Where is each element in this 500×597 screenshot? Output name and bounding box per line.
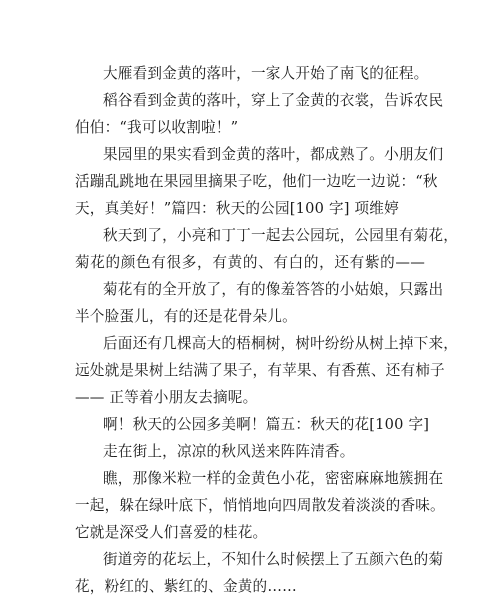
text-line: 街道旁的花坛上，不知什么时候摆上了五颜六色的菊 bbox=[103, 551, 444, 568]
text-line: 后面还有几棵高大的梧桐树，树叶纷纷从树上掉下来， bbox=[103, 335, 459, 352]
text-line: 果园里的果实看到金黄的落叶，都成熟了。小朋友们 bbox=[103, 146, 444, 163]
text-line: 天，真美好！”篇四：秋天的公园[100 字] 项维婷 bbox=[75, 200, 399, 217]
text-line: 走在街上，凉凉的秋风送来阵阵清香。 bbox=[103, 443, 355, 460]
text-line: 花，粉红的、紫红的、金黄的…… bbox=[75, 578, 297, 595]
text-line: 半个脸蛋儿，有的还是花骨朵儿。 bbox=[75, 308, 297, 325]
text-line: 一起，躲在绿叶底下，悄悄地向四周散发着淡淡的香味。 bbox=[75, 497, 445, 514]
text-line: 活蹦乱跳地在果园里摘果子吃，他们一边吃一边说：“秋 bbox=[75, 173, 438, 190]
text-line: 伯伯：“我可以收割啦！” bbox=[75, 119, 239, 136]
text-line: —— 正等着小朋友去摘呢。 bbox=[75, 389, 258, 406]
text-line: 瞧，那像米粒一样的金黄色小花，密密麻麻地簇拥在 bbox=[103, 470, 444, 487]
text-line: 菊花的颜色有很多，有黄的、有白的，还有紫的—— bbox=[75, 254, 425, 271]
text-line: 它就是深受人们喜爱的桂花。 bbox=[75, 524, 268, 541]
text-line: 秋天到了，小亮和丁丁一起去公园玩，公园里有菊花， bbox=[103, 227, 459, 244]
text-line: 稻谷看到金黄的落叶，穿上了金黄的衣裳，告诉农民 bbox=[103, 92, 444, 109]
text-line: 大雁看到金黄的落叶，一家人开始了南飞的征程。 bbox=[103, 65, 429, 82]
text-line: 远处就是果树上结满了果子，有苹果、有香蕉、还有柿子 bbox=[75, 362, 445, 379]
text-line: 菊花有的全开放了，有的像羞答答的小姑娘，只露出 bbox=[103, 281, 444, 298]
text-line: 啊！秋天的公园多美啊！篇五：秋天的花[100 字] bbox=[103, 416, 430, 433]
